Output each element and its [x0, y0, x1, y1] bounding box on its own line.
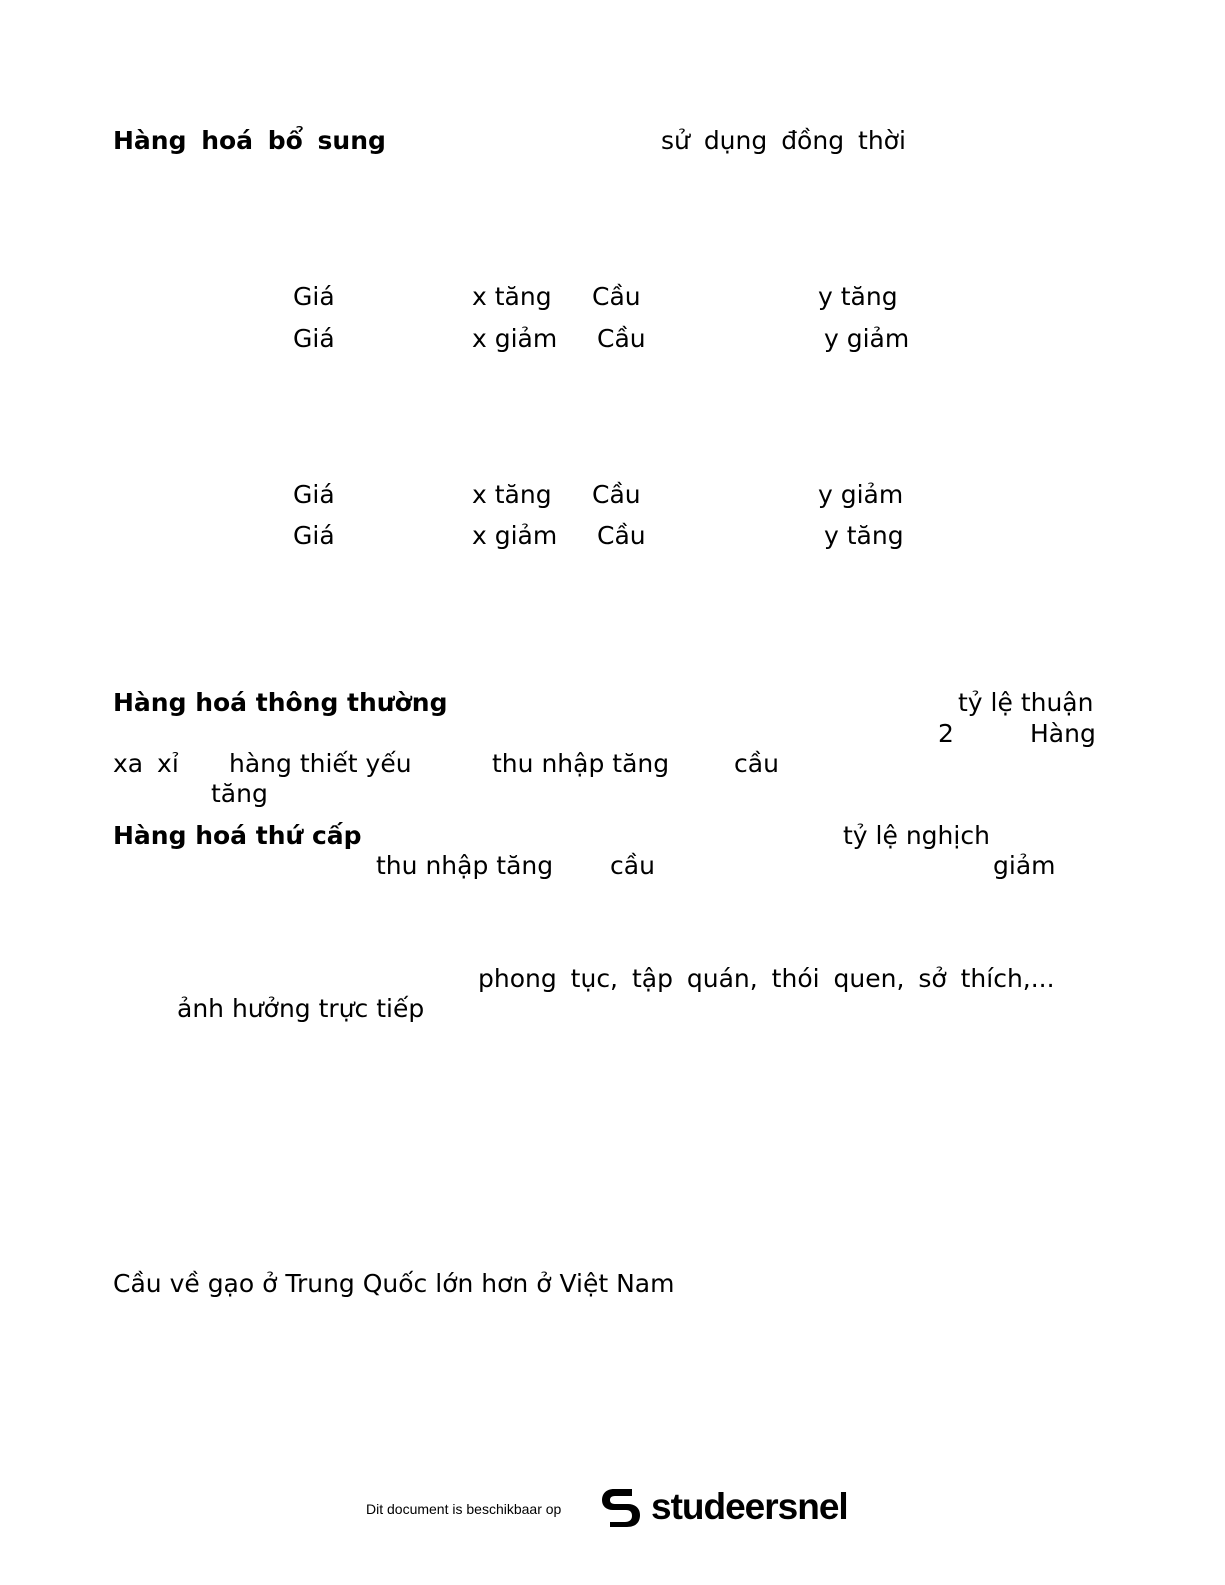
example1-row2-price: Giá	[293, 324, 335, 353]
normal-goods-hang: Hàng	[1030, 719, 1096, 748]
heading-inferior-goods: Hàng hoá thứ cấp	[113, 821, 362, 850]
normal-goods-essential: hàng thiết yếu	[229, 749, 412, 778]
normal-goods-demand: cầu	[734, 749, 779, 778]
normal-goods-increase: tăng	[211, 779, 268, 808]
example2-row1-x: x tăng	[472, 480, 552, 509]
inferior-goods-relation: tỷ lệ nghịch	[843, 821, 990, 850]
studeersnel-brand[interactable]: studeersnel	[651, 1486, 848, 1527]
example1-row1-demand: Cầu	[592, 282, 641, 311]
normal-goods-income-up: thu nhập tăng	[492, 749, 670, 778]
heading-complementary-goods: Hàng hoá bổ sung	[113, 126, 386, 155]
inferior-goods-decrease: giảm	[993, 851, 1056, 880]
example2-row1-y: y giảm	[818, 480, 904, 509]
complementary-keyword: sử dụng đồng thời	[661, 126, 906, 155]
example2-row2-x: x giảm	[472, 521, 558, 550]
inferior-goods-demand: cầu	[610, 851, 655, 880]
example1-row2-y: y giảm	[824, 324, 910, 353]
example1-row1-x: x tăng	[472, 282, 552, 311]
example2-row2-y: y tăng	[824, 521, 904, 550]
studeersnel-logo-icon[interactable]	[598, 1485, 644, 1531]
example1-row2-demand: Cầu	[597, 324, 646, 353]
normal-goods-relation: tỷ lệ thuận	[958, 688, 1094, 717]
inferior-goods-income-up: thu nhập tăng	[376, 851, 554, 880]
heading-normal-goods: Hàng hoá thông thường	[113, 688, 448, 717]
example-sentence: Cầu về gạo ở Trung Quốc lớn hơn ở Việt Nam	[113, 1269, 675, 1298]
example2-row1-price: Giá	[293, 480, 335, 509]
normal-goods-number: 2	[938, 719, 954, 748]
example1-row2-x: x giảm	[472, 324, 558, 353]
example2-row2-demand: Cầu	[597, 521, 646, 550]
example2-row2-price: Giá	[293, 521, 335, 550]
footer-available-text: Dit document is beschikbaar op	[366, 1501, 562, 1517]
preferences-effect: ảnh hưởng trực tiếp	[177, 994, 425, 1023]
normal-goods-luxury: xa xỉ	[113, 749, 179, 778]
preferences-factors: phong tục, tập quán, thói quen, sở thích,...	[478, 964, 1055, 993]
example1-row1-y: y tăng	[818, 282, 898, 311]
example2-row1-demand: Cầu	[592, 480, 641, 509]
example1-row1-price: Giá	[293, 282, 335, 311]
